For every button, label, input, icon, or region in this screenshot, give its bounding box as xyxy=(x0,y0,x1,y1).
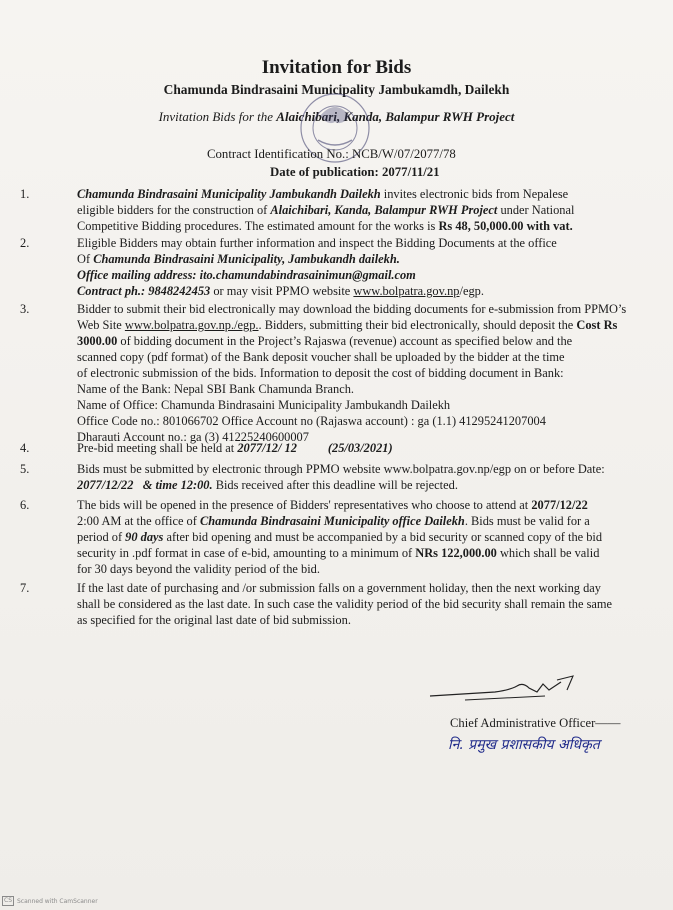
item-text: of electronic submission of the bids. Information to deposit the cost of bidding document in Bank: xyxy=(77,366,564,380)
item-number: 3. xyxy=(20,302,30,316)
item-text: Pre-bid meeting shall be held at xyxy=(77,441,238,455)
item-text: Competitive Bidding procedures. The estimated amount for the works is xyxy=(77,219,439,233)
signatory-title: Chief Administrative Officer—— xyxy=(450,716,621,730)
dharauti-account: Dharauti Account no.: ga (3) 41225240600007 xyxy=(77,430,309,444)
item-text: /egp. xyxy=(459,284,484,298)
pre-bid-date: 2077/12/ 12 xyxy=(237,441,297,455)
scanner-footer xyxy=(2,896,98,906)
project-line-prefix: Invitation Bids for the xyxy=(158,109,274,124)
office-code: Office Code no.: 801066702 Office Account no (Rajaswa account) : ga (1.1) 41295241207004 xyxy=(77,414,546,428)
office-name: Chamunda Bindrasaini Municipality, Jambukandh dailekh. xyxy=(93,252,400,266)
item-text: for 30 days beyond the validity period of the bid. xyxy=(77,562,320,576)
ppmo-link[interactable]: www.bolpatra.gov.np./egp. xyxy=(124,318,259,332)
spacer xyxy=(297,441,328,455)
contact-phone: Contract ph.: 9848242453 xyxy=(77,284,211,298)
item-text: Eligible Bidders may obtain further information and inspect the Bidding Documents at the office xyxy=(77,236,557,250)
contract-identification: Contract Identification No.: NCB/W/07/2077/78 xyxy=(207,147,456,161)
item-text: Of xyxy=(77,252,94,266)
item-text: period of xyxy=(77,530,126,544)
signatory-nepali-stamp: नि. प्रमुख प्रशासकीय अधिकृत xyxy=(448,737,600,753)
item-text: Bidder to submit their bid electronically may download the bidding documents for e-submission from PPMO’s xyxy=(77,302,627,316)
municipality-name: Chamunda Bindrasaini Municipality Jambukandh Dailekh xyxy=(77,187,381,201)
item-text: security in .pdf format in case of e-bid, amounting to a minimum of xyxy=(77,546,416,560)
office-name: Name of Office: Chamunda Bindrasaini Municipality Jambukandh Dailekh xyxy=(77,398,451,412)
cost-label: Cost Rs xyxy=(576,318,618,332)
item-number: 2. xyxy=(20,236,30,250)
item-number: 6. xyxy=(20,498,30,512)
item-text: shall be considered as the last date. In such case the validity period of the bid security shall remain the same xyxy=(77,597,613,611)
item-text: 2:00 AM at the office of xyxy=(77,514,200,528)
item-number: 4. xyxy=(20,441,30,455)
office-email: Office mailing address: ito.chamundabindrasainimun@gmail.com xyxy=(77,268,416,282)
camscanner-badge: CS xyxy=(4,897,12,904)
item-text: eligible bidders for the construction of xyxy=(77,203,271,217)
item-text: under National xyxy=(497,203,575,217)
page-title: Invitation for Bids xyxy=(261,57,412,78)
estimated-amount: Rs 48, 50,000.00 with vat. xyxy=(438,219,573,233)
item-text: of bidding document in the Project’s Rajaswa (revenue) account as specified below and the xyxy=(117,334,573,348)
item-text: scanned copy (pdf format) of the Bank deposit voucher shall be uploaded by the bidder at the time xyxy=(77,350,565,364)
item-number: 5. xyxy=(20,462,30,476)
item-number: 7. xyxy=(20,581,30,595)
item-text: invites electronic bids from Nepalese xyxy=(380,187,569,201)
bid-security-amount: NRs 122,000.00 xyxy=(415,546,497,560)
signatory-title-text: Chief Administrative Officer xyxy=(450,716,596,730)
item-text: . Bids must be valid for a xyxy=(464,514,590,528)
item-text: which shall be valid xyxy=(496,546,600,560)
bank-name: Name of the Bank: Nepal SBI Bank Chamunda Branch. xyxy=(77,382,355,396)
cost-amount: 3000.00 xyxy=(77,334,118,348)
camscanner-text: Scanned with CamScanner xyxy=(17,897,98,905)
signature xyxy=(425,668,585,708)
project-name: Alaichibari, Kanda, Balampur RWH Project xyxy=(270,203,498,217)
item-text: Bids received after this deadline will be rejected. xyxy=(212,478,458,492)
validity-days: 90 days xyxy=(125,530,164,544)
date-of-publication: Date of publication: 2077/11/21 xyxy=(270,165,440,179)
office-name: Chamunda Bindrasaini Municipality office Dailekh xyxy=(199,514,465,528)
ppmo-link[interactable]: www.bolpatra.gov.np xyxy=(353,284,460,298)
municipality-line: Chamunda Bindrasaini Municipality Jambukamdh, Dailekh xyxy=(163,82,510,97)
item-text: or may visit PPMO website xyxy=(210,284,354,298)
item-text: Web Site xyxy=(77,318,125,332)
project-name: Alaichibari, Kanda, Balampur RWH Project xyxy=(276,109,515,124)
submission-deadline: 2077/12/22 & time 12:00. xyxy=(77,478,213,492)
item-text: The bids will be opened in the presence of Bidders' representatives who choose to attend at xyxy=(77,498,532,512)
opening-date: 2077/12/22 xyxy=(531,498,588,512)
item-text: Bids must be submitted by electronic through PPMO website www.bolpatra.gov.np/egp on or before Date: xyxy=(77,462,605,476)
item-text: . Bidders, submitting their bid electronically, should deposit the xyxy=(258,318,577,332)
pre-bid-date-ad: (25/03/2021) xyxy=(327,441,393,455)
item-text: as specified for the original last date of bid submission. xyxy=(77,613,351,627)
item-number: 1. xyxy=(20,187,30,201)
item-text: If the last date of purchasing and /or submission falls on a government holiday, then the next working day xyxy=(77,581,601,595)
item-text: after bid opening and must be accompanied by a bid security or scanned copy of the bid xyxy=(163,530,603,544)
